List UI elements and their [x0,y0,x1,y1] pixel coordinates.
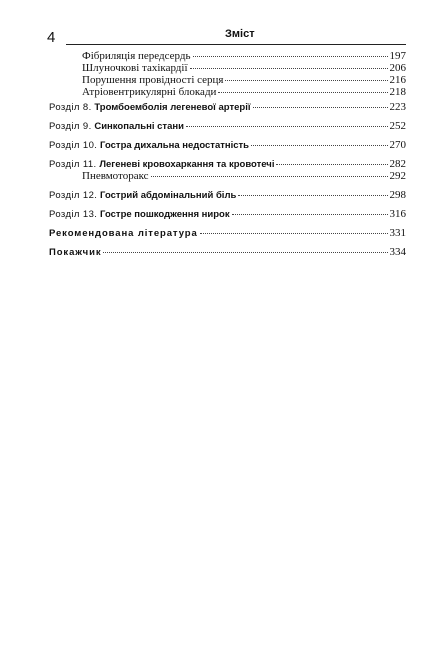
header-divider [66,44,406,45]
toc-subentry[interactable] [49,62,406,74]
dot-leader [193,56,388,57]
toc-entry-title: Пневмоторакс [82,170,149,182]
toc-entry-page: 282 [389,158,406,170]
toc-entry-title: Фібриляція передсердь [82,50,191,62]
dot-leader [186,126,388,127]
toc-chapter-entry[interactable] [49,139,406,151]
toc-section-entry[interactable] [49,246,406,258]
dot-leader [103,252,387,253]
running-title: Зміст [225,28,255,40]
chapter-label: Розділ 10. [49,140,98,151]
toc-entry-page: 316 [389,208,406,220]
toc-entry-title: Атріовентрикулярні блокади [82,86,217,98]
chapter-title: Гостра дихальна недостатність [100,140,250,151]
toc-subentry[interactable] [49,74,406,86]
toc-entry-page: 216 [389,74,406,86]
chapter-label: Розділ 11. [49,159,97,170]
toc-entry-page: 197 [389,50,406,62]
chapter-label: Розділ 8. [49,102,92,113]
toc-entry-page: 206 [389,62,406,74]
toc-section-entry[interactable] [49,227,406,239]
toc-entry-page: 292 [389,170,406,182]
dot-leader [232,214,388,215]
dot-leader [200,233,388,234]
section-title: Покажчик [49,247,102,258]
toc-entry-page: 223 [389,101,406,113]
toc-entry-page: 218 [389,86,406,98]
chapter-label: Розділ 9. [49,121,92,132]
chapter-title: Легеневі кровохаркання та кровотечі [99,159,275,170]
toc-chapter-entry[interactable] [49,101,406,113]
toc-subentry[interactable] [49,170,406,182]
table-of-contents [49,50,406,258]
toc-chapter-entry[interactable] [49,120,406,132]
toc-entry-page: 270 [389,139,406,151]
dot-leader [225,80,387,81]
dot-leader [151,176,388,177]
toc-entry-page: 334 [389,246,406,258]
chapter-title: Гострий абдомінальний біль [100,190,237,201]
dot-leader [218,92,387,93]
toc-subentry[interactable] [49,50,406,62]
toc-chapter-entry[interactable] [49,189,406,201]
dot-leader [190,68,388,69]
dot-leader [251,145,387,146]
dot-leader [276,164,387,165]
dot-leader [253,107,388,108]
chapter-title: Гостре пошкодження нирок [100,209,230,220]
toc-chapter-entry[interactable] [49,208,406,220]
toc-entry-page: 252 [389,120,406,132]
chapter-label: Розділ 12. [49,190,98,201]
toc-chapter-entry[interactable] [49,158,406,170]
chapter-label: Розділ 13. [49,209,98,220]
toc-entry-page: 331 [389,227,406,239]
toc-entry-title: Шлуночкові тахікардії [82,62,188,74]
dot-leader [238,195,387,196]
chapter-title: Тромбоемболія легеневої артерії [94,102,251,113]
chapter-title: Синкопальні стани [94,121,184,132]
page-number: 4 [47,29,56,46]
toc-entry-title: Порушення провідності серця [82,74,224,86]
toc-entry-page: 298 [389,189,406,201]
section-title: Рекомендована література [49,228,198,239]
toc-subentry[interactable] [49,86,406,98]
